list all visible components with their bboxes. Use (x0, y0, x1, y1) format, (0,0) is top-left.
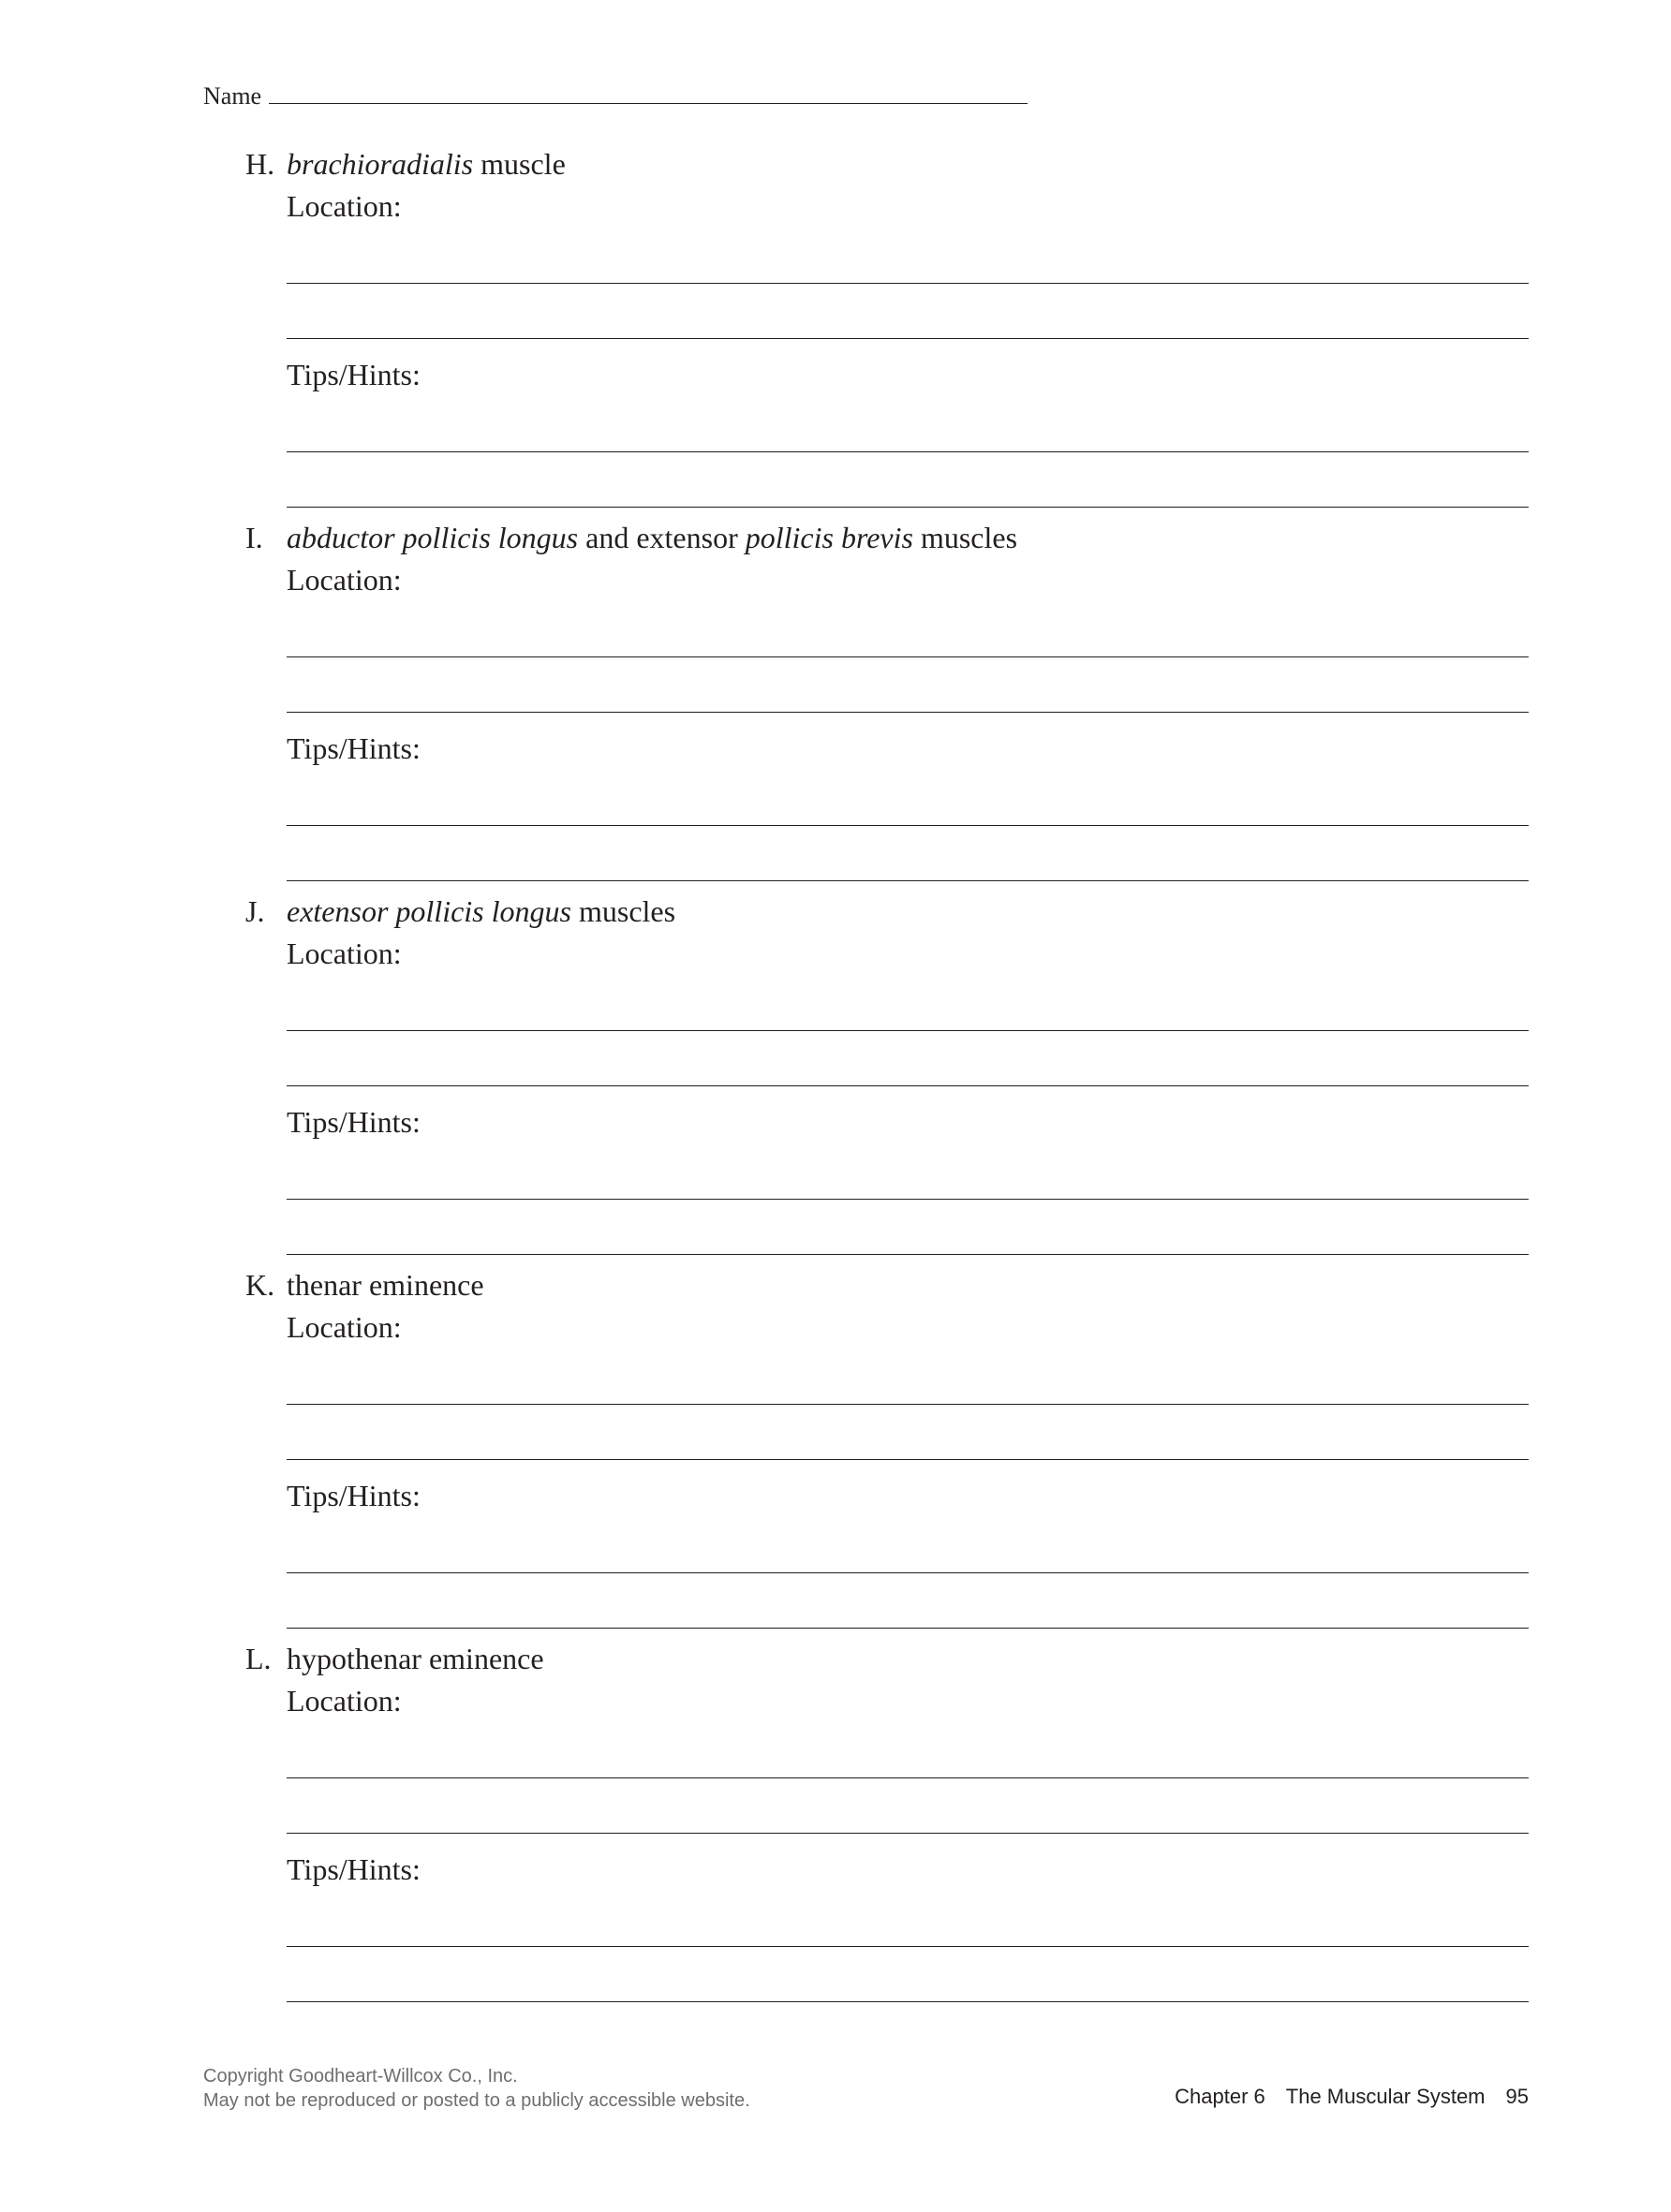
section-letter: H. (245, 147, 275, 181)
name-label: Name (203, 82, 262, 110)
section-title (287, 519, 1017, 556)
section-letter: K. (245, 1268, 275, 1302)
tips-label: Tips/Hints: (287, 358, 421, 391)
tips-label: Tips/Hints: (287, 1105, 421, 1139)
location-answer-line-1[interactable] (287, 1030, 1529, 1031)
title-part: muscles (570, 894, 676, 928)
location-answer-line-2[interactable] (287, 1459, 1529, 1460)
title-part: thenar eminence (287, 1268, 484, 1302)
title-part: pollicis brevis (745, 521, 913, 554)
chapter-title: The Muscular System (1285, 2085, 1486, 2108)
page-number: 95 (1505, 2085, 1529, 2108)
section-letter: L. (245, 1642, 272, 1675)
title-part: muscles (912, 521, 1018, 554)
location-answer-line-1[interactable] (287, 283, 1529, 284)
location-answer-line-1[interactable] (287, 656, 1529, 657)
title-part: hypothenar eminence (287, 1642, 544, 1675)
location-answer-line-1[interactable] (287, 1777, 1529, 1778)
location-answer-line-1[interactable] (287, 1404, 1529, 1405)
tips-answer-line-2[interactable] (287, 1628, 1529, 1629)
name-field (203, 81, 1028, 111)
tips-answer-line-1[interactable] (287, 1199, 1529, 1200)
name-input-line[interactable] (269, 81, 1028, 104)
usage-notice-line: May not be reproduced or posted to a publicly accessible website. (203, 2090, 750, 2111)
chapter-label: Chapter 6 (1175, 2085, 1265, 2108)
section-letter: I. (245, 521, 263, 554)
copyright-notice (203, 2064, 750, 2113)
title-part: brachioradialis (287, 147, 474, 181)
title-part: abductor pollicis longus (287, 521, 579, 554)
section-title (287, 1266, 484, 1304)
tips-label: Tips/Hints: (287, 1479, 421, 1512)
tips-answer-line-2[interactable] (287, 880, 1529, 881)
section-title (287, 892, 675, 930)
title-part: muscle (473, 147, 566, 181)
location-answer-line-2[interactable] (287, 712, 1529, 713)
location-label: Location: (287, 1684, 402, 1718)
tips-answer-line-1[interactable] (287, 1572, 1529, 1573)
location-answer-line-2[interactable] (287, 338, 1529, 339)
tips-answer-line-2[interactable] (287, 2001, 1529, 2002)
tips-answer-line-1[interactable] (287, 825, 1529, 826)
page-footer (1175, 2085, 1529, 2109)
tips-answer-line-2[interactable] (287, 1254, 1529, 1255)
location-label: Location: (287, 1310, 402, 1344)
location-answer-line-2[interactable] (287, 1833, 1529, 1834)
tips-label: Tips/Hints: (287, 1852, 421, 1886)
copyright-line: Copyright Goodheart-Willcox Co., Inc. (203, 2066, 518, 2087)
title-part: and extensor (578, 521, 746, 554)
title-part: extensor pollicis longus (287, 894, 571, 928)
tips-label: Tips/Hints: (287, 731, 421, 765)
location-label: Location: (287, 189, 402, 223)
location-answer-line-2[interactable] (287, 1085, 1529, 1086)
location-label: Location: (287, 936, 402, 970)
location-label: Location: (287, 563, 402, 597)
section-title (287, 1640, 544, 1677)
section-letter: J. (245, 894, 265, 928)
section-title (287, 145, 566, 183)
tips-answer-line-2[interactable] (287, 507, 1529, 508)
tips-answer-line-1[interactable] (287, 1946, 1529, 1947)
tips-answer-line-1[interactable] (287, 451, 1529, 452)
